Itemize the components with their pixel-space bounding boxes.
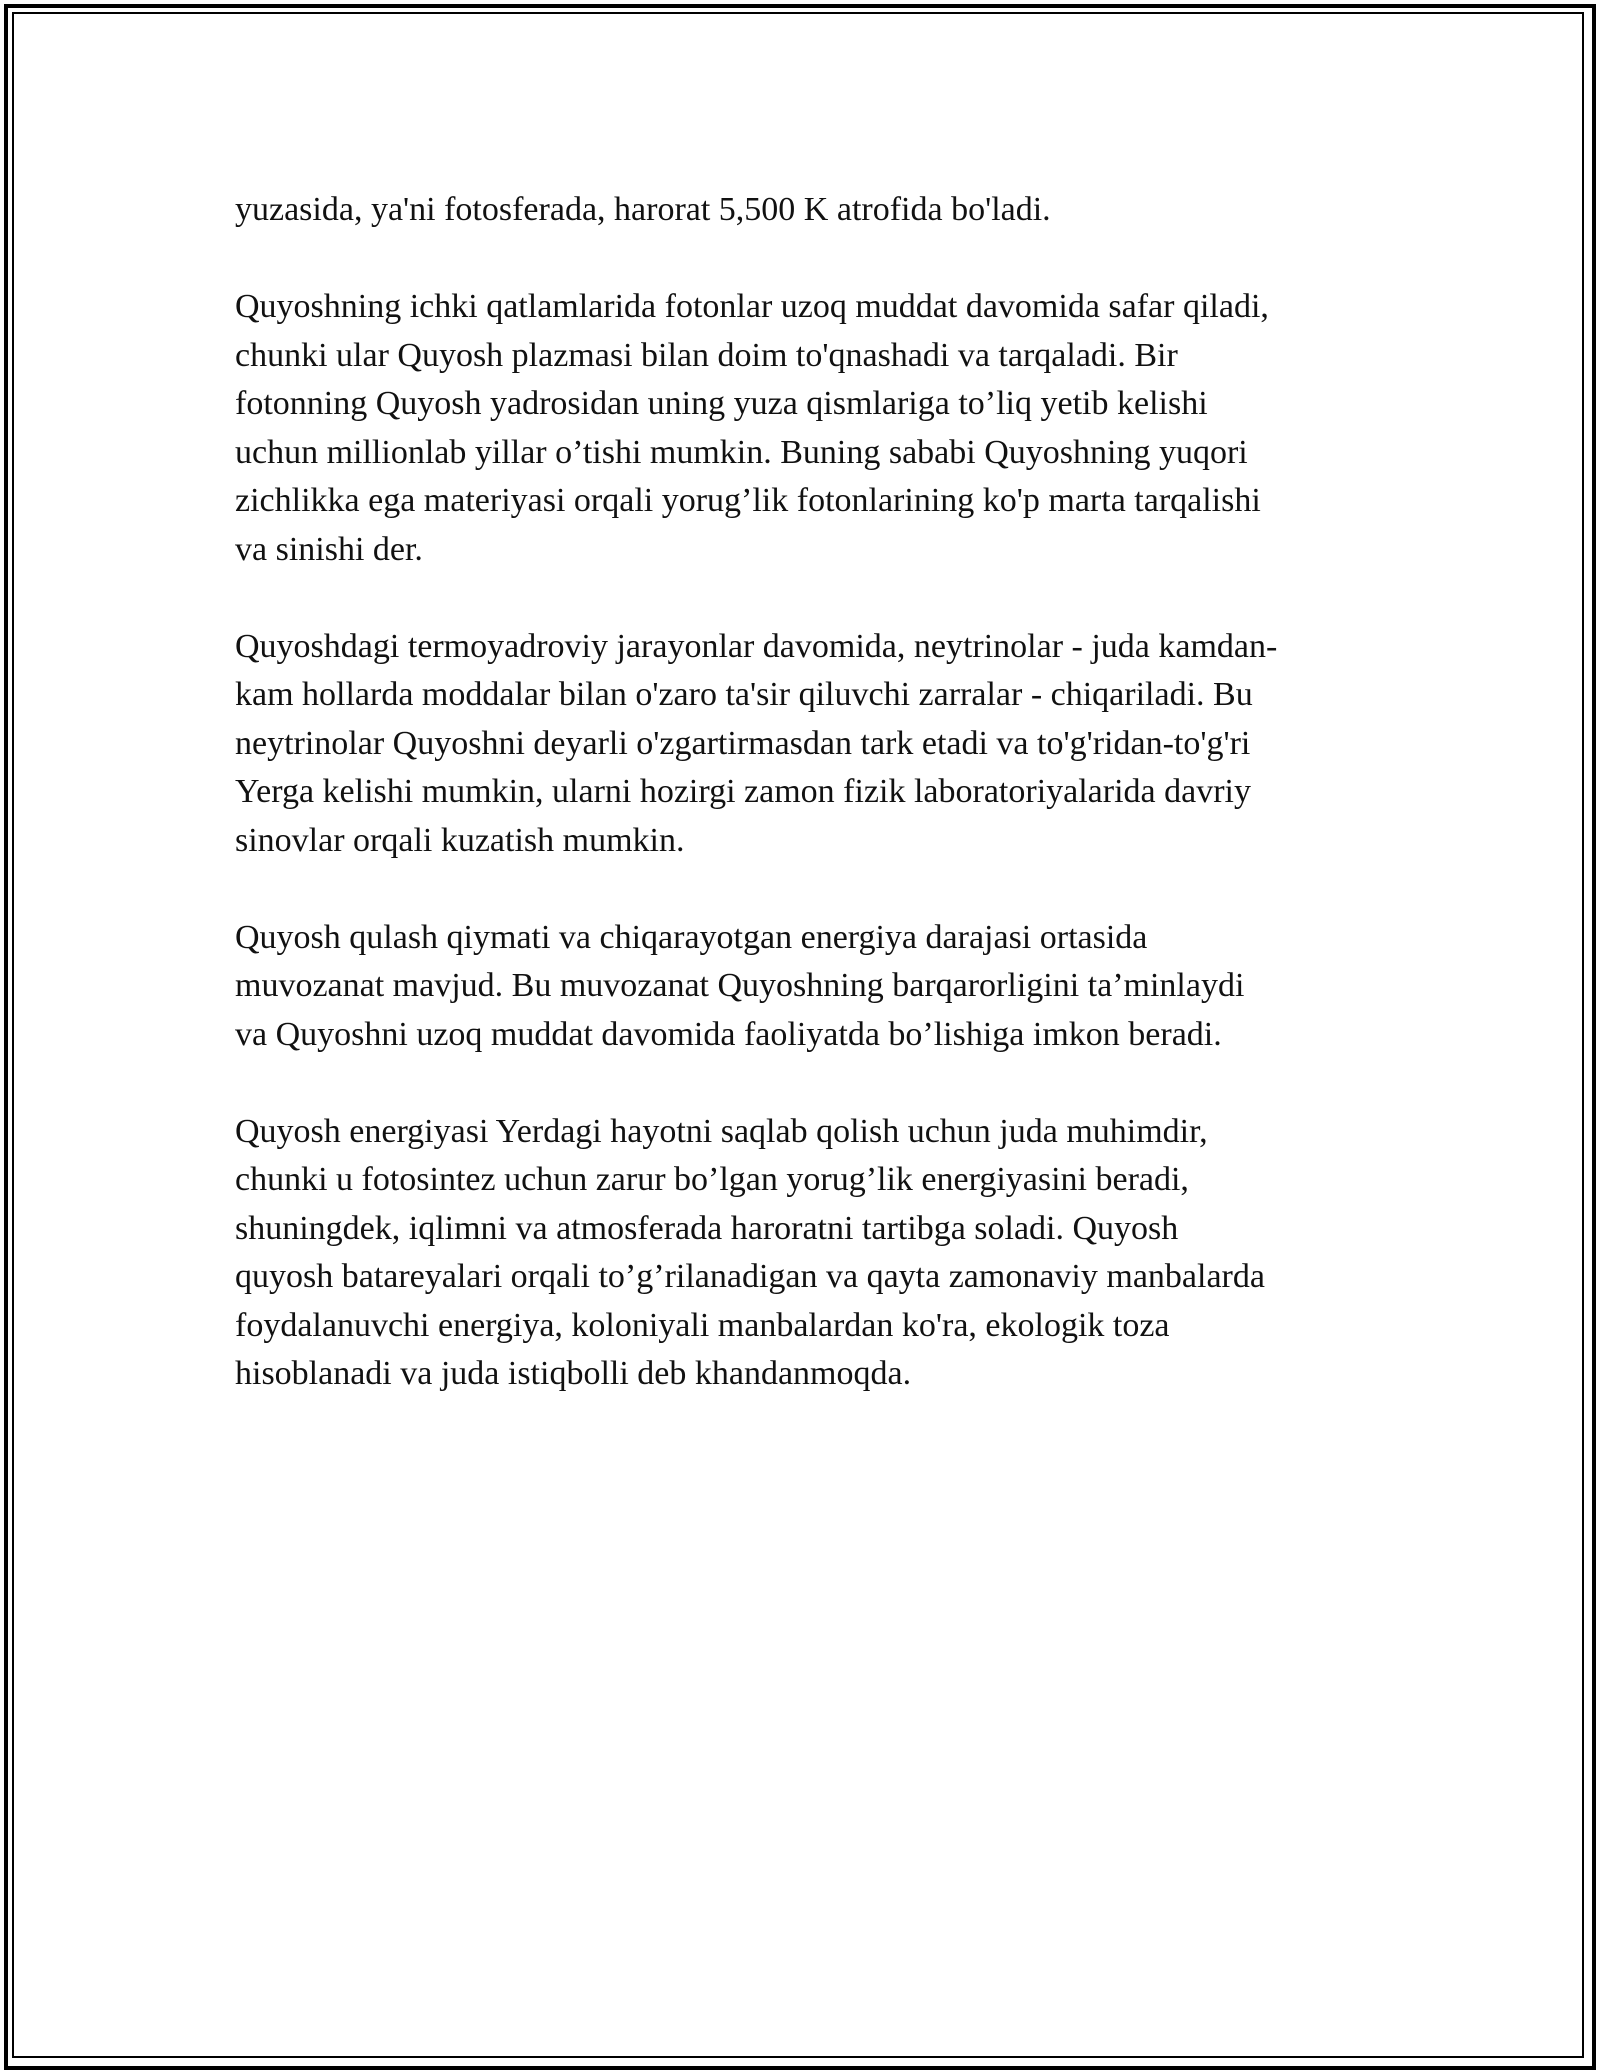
text-line: zichlikka ega materiyasi orqali yorug’lik fotonlarining ko'p marta tarqalishi bbox=[235, 482, 1261, 519]
document-body bbox=[235, 186, 1375, 1447]
text-line: Quyoshning ichki qatlamlarida fotonlar uzoq muddat davomida safar qiladi, bbox=[235, 288, 1269, 325]
paragraph-photosphere bbox=[235, 186, 1375, 235]
text-line: Yerga kelishi mumkin, ularni hozirgi zamon fizik laboratoriyalarida davriy bbox=[235, 773, 1251, 810]
text-line: chunki u fotosintez uchun zarur bo’lgan yorug’lik energiyasini beradi, bbox=[235, 1161, 1189, 1198]
text-line: neytrinolar Quyoshni deyarli o'zgartirmasdan tark etadi va to'g'ridan-to'g'ri bbox=[235, 724, 1251, 762]
paragraph-photons bbox=[235, 283, 1375, 574]
text-line: hisoblanadi va juda istiqbolli deb khandanmoqda. bbox=[235, 1355, 912, 1392]
text-line: Quyosh energiyasi Yerdagi hayotni saqlab qolish uchun juda muhimdir, bbox=[235, 1112, 1208, 1150]
text-line: chunki ular Quyosh plazmasi bilan doim to'qnashadi va tarqaladi. Bir bbox=[235, 336, 1178, 374]
text-line: yuzasida, ya'ni fotosferada, harorat 5,500 K atrofida bo'ladi. bbox=[235, 191, 1051, 228]
text-line: quyosh batareyalari orqali to’g’rilanadigan va qayta zamonaviy manbalarda bbox=[235, 1258, 1265, 1295]
text-line: Quyosh qulash qiymati va chiqarayotgan energiya darajasi ortasida bbox=[235, 918, 1148, 956]
text-line: foydalanuvchi energiya, koloniyali manbalardan ko'ra, ekologik toza bbox=[235, 1306, 1170, 1344]
text-line: muvozanat mavjud. Bu muvozanat Quyoshning barqarorligini ta’minlaydi bbox=[235, 967, 1245, 1004]
text-line: va Quyoshni uzoq muddat davomida faoliyatda bo’lishiga imkon beradi. bbox=[235, 1015, 1222, 1053]
text-line: sinovlar orqali kuzatish mumkin. bbox=[235, 821, 685, 859]
text-line: uchun millionlab yillar o’tishi mumkin. Buning sababi Quyoshning yuqori bbox=[235, 433, 1248, 471]
text-line: va sinishi der. bbox=[235, 530, 423, 568]
text-line: kam hollarda moddalar bilan o'zaro ta'sir qiluvchi zarralar - chiqariladi. Bu bbox=[235, 676, 1253, 713]
paragraph-neutrinos bbox=[235, 623, 1375, 866]
text-line: Quyoshdagi termoyadroviy jarayonlar davomida, neytrinolar - juda kamdan- bbox=[235, 627, 1278, 665]
text-line: shuningdek, iqlimni va atmosferada haroratni tartibga soladi. Quyosh bbox=[235, 1209, 1179, 1247]
paragraph-equilibrium bbox=[235, 914, 1375, 1060]
text-line: fotonning Quyosh yadrosidan uning yuza qismlariga to’liq yetib kelishi bbox=[235, 385, 1208, 422]
paragraph-solar-energy bbox=[235, 1108, 1375, 1399]
